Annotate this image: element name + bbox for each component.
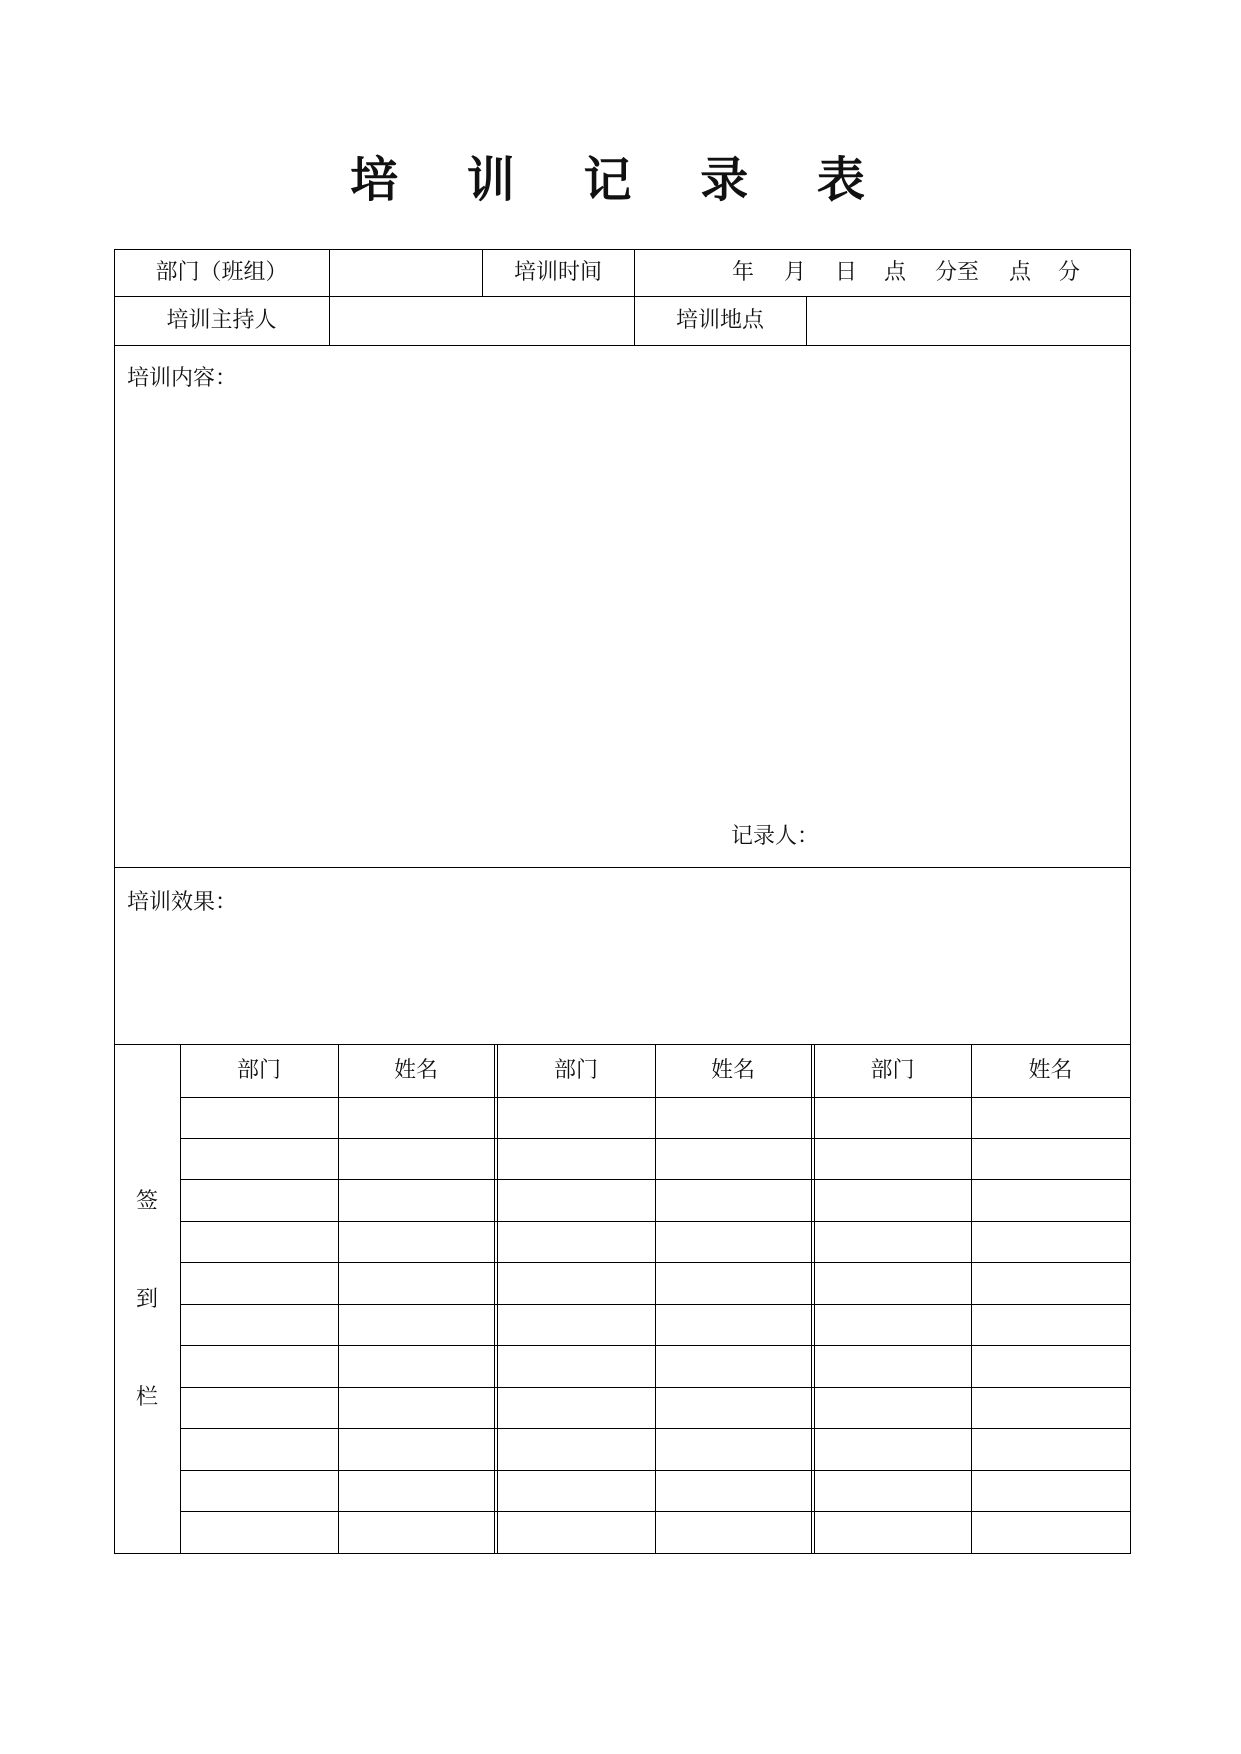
content-label: 培训内容： [127,366,238,391]
time-year-unit: 年 [732,260,755,285]
signin-name-cell[interactable] [656,1098,810,1138]
signin-dept-cell[interactable] [498,1388,654,1428]
time-hour-unit: 点 [884,260,907,285]
signin-dept-cell[interactable] [498,1263,654,1304]
signin-dept-cell[interactable] [181,1429,337,1470]
recorder-label: 记录人： [731,824,820,849]
signin-dept-cell[interactable] [815,1346,970,1387]
signin-dept-cell[interactable] [498,1512,654,1553]
time-end-minute-unit: 分 [1058,260,1081,285]
signin-name-cell[interactable] [972,1512,1129,1553]
signin-dept-cell[interactable] [498,1180,654,1221]
signin-name-cell[interactable] [972,1471,1129,1511]
time-minute-to-unit: 分至 [935,260,980,285]
signin-dept-cell[interactable] [498,1222,654,1262]
signin-dept-cell[interactable] [498,1305,654,1345]
signin-name-cell[interactable] [656,1139,810,1179]
signin-name-cell[interactable] [972,1098,1129,1138]
location-field[interactable] [808,298,1129,344]
signin-dept-cell[interactable] [181,1388,337,1428]
signin-name-cell[interactable] [339,1346,493,1387]
column-header-name-2: 姓名 [710,1058,755,1083]
time-month-unit: 月 [784,260,807,285]
column-header-dept-2: 部门 [553,1058,598,1083]
effect-area[interactable] [116,925,1128,1040]
signin-dept-cell[interactable] [815,1305,970,1345]
signin-name-cell[interactable] [339,1388,493,1428]
signin-label-char-3: 栏 [135,1385,158,1410]
signin-dept-cell[interactable] [181,1180,337,1221]
signin-dept-cell[interactable] [815,1263,970,1304]
signin-dept-cell[interactable] [181,1263,337,1304]
signin-dept-cell[interactable] [498,1098,654,1138]
signin-dept-cell[interactable] [815,1388,970,1428]
dept-label: 部门（班组） [155,260,288,285]
signin-dept-cell[interactable] [498,1346,654,1387]
time-end-hour-unit: 点 [1009,260,1032,285]
signin-dept-cell[interactable] [498,1429,654,1470]
location-label: 培训地点 [675,308,764,333]
signin-name-cell[interactable] [656,1305,810,1345]
signin-name-cell[interactable] [656,1346,810,1387]
signin-dept-cell[interactable] [181,1222,337,1262]
host-label: 培训主持人 [166,308,277,333]
signin-name-cell[interactable] [972,1263,1129,1304]
signin-label-char-1: 签 [135,1189,158,1214]
signin-name-cell[interactable] [339,1180,493,1221]
time-label: 培训时间 [513,260,602,285]
signin-name-cell[interactable] [972,1180,1129,1221]
signin-dept-cell[interactable] [815,1429,970,1470]
form-title: 培 训 记 录 表 [350,152,891,208]
signin-name-cell[interactable] [656,1388,810,1428]
signin-dept-cell[interactable] [181,1139,337,1179]
signin-dept-cell[interactable] [815,1180,970,1221]
column-header-name-3: 姓名 [1028,1058,1073,1083]
signin-name-cell[interactable] [656,1429,810,1470]
signin-name-cell[interactable] [339,1098,493,1138]
signin-dept-cell[interactable] [181,1346,337,1387]
signin-name-cell[interactable] [972,1222,1129,1262]
signin-dept-cell[interactable] [181,1305,337,1345]
signin-name-cell[interactable] [339,1305,493,1345]
signin-name-cell[interactable] [972,1346,1129,1387]
signin-name-cell[interactable] [972,1139,1129,1179]
signin-name-cell[interactable] [656,1512,810,1553]
signin-name-cell[interactable] [656,1263,810,1304]
content-area[interactable] [116,400,1128,820]
dept-field[interactable] [331,251,481,295]
signin-dept-cell[interactable] [181,1098,337,1138]
signin-dept-cell[interactable] [815,1512,970,1553]
signin-dept-cell[interactable] [815,1139,970,1179]
signin-dept-cell[interactable] [181,1512,337,1553]
column-header-dept-3: 部门 [870,1058,915,1083]
signin-name-cell[interactable] [339,1263,493,1304]
signin-name-cell[interactable] [972,1305,1129,1345]
signin-name-cell[interactable] [656,1471,810,1511]
signin-name-cell[interactable] [339,1429,493,1470]
signin-name-cell[interactable] [339,1512,493,1553]
effect-label: 培训效果： [127,890,238,915]
signin-name-cell[interactable] [656,1222,810,1262]
signin-name-cell[interactable] [339,1471,493,1511]
signin-dept-cell[interactable] [181,1471,337,1511]
time-day-unit: 日 [835,260,858,285]
signin-dept-cell[interactable] [815,1098,970,1138]
signin-name-cell[interactable] [656,1180,810,1221]
signin-name-cell[interactable] [972,1429,1129,1470]
column-header-name-1: 姓名 [393,1058,438,1083]
signin-dept-cell[interactable] [498,1139,654,1179]
signin-name-cell[interactable] [339,1222,493,1262]
signin-label-char-2: 到 [135,1287,158,1312]
signin-dept-cell[interactable] [498,1471,654,1511]
column-header-dept-1: 部门 [236,1058,281,1083]
signin-dept-cell[interactable] [815,1471,970,1511]
signin-dept-cell[interactable] [815,1222,970,1262]
signin-name-cell[interactable] [339,1139,493,1179]
host-field[interactable] [331,298,633,344]
signin-name-cell[interactable] [972,1388,1129,1428]
